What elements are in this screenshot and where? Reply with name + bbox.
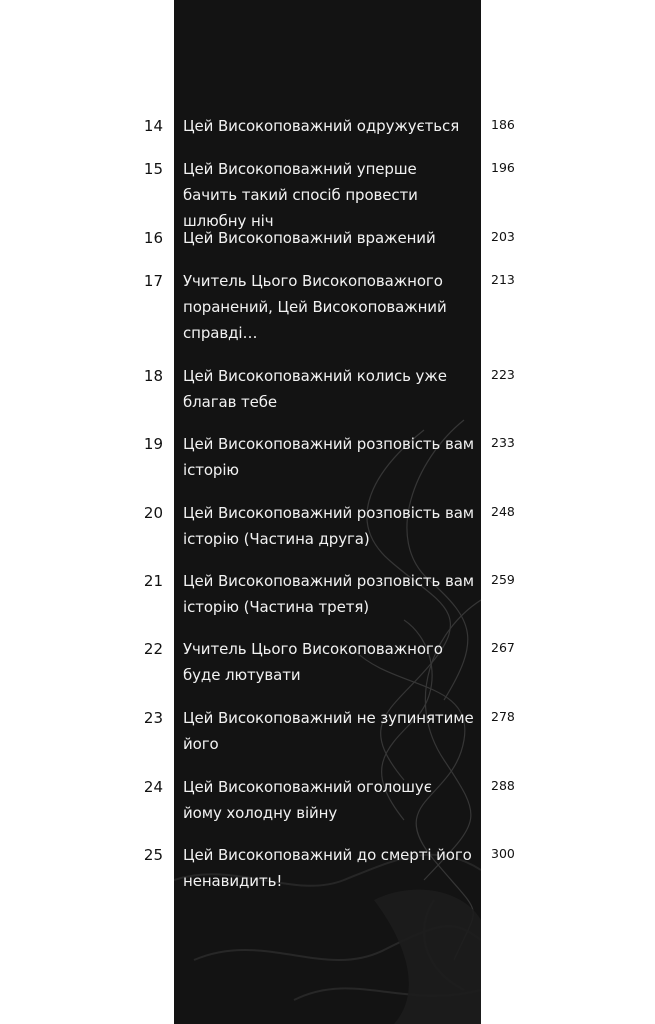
chapter-title[interactable]: Цей Високоповажний колись уже благав тебе [183, 367, 447, 411]
chapter-number: 25 [143, 846, 163, 864]
chapter-number: 20 [143, 504, 163, 522]
page-number: 186 [491, 117, 515, 132]
page-number: 267 [491, 640, 515, 655]
chapter-number: 17 [143, 272, 163, 290]
chapter-title[interactable]: Цей Високоповажний одружується [183, 117, 460, 135]
chapter-number: 21 [143, 572, 163, 590]
chapter-number: 14 [143, 117, 163, 135]
chapter-number: 19 [143, 435, 163, 453]
chapter-number: 22 [143, 640, 163, 658]
page-number: 223 [491, 367, 515, 382]
chapter-title[interactable]: Цей Високоповажний не зупинятиме його [183, 709, 474, 753]
chapter-title[interactable]: Учитель Цього Високоповажного поранений, Цей Високоповажний справді… [183, 272, 447, 342]
chapter-title[interactable]: Цей Високоповажний уперше бачить такий спосіб провести шлюбну ніч [183, 160, 418, 230]
chapter-number: 18 [143, 367, 163, 385]
chapter-title[interactable]: Цей Високоповажний розповість вам історію (Частина третя) [183, 572, 475, 616]
page-number: 213 [491, 272, 515, 287]
page-number: 288 [491, 778, 515, 793]
chapter-number: 15 [143, 160, 163, 178]
chapter-title[interactable]: Цей Високоповажний оголошує йому холодну війну [183, 778, 432, 822]
chapter-number: 23 [143, 709, 163, 727]
chapter-title[interactable]: Цей Високоповажний вражений [183, 229, 436, 247]
page-number: 248 [491, 504, 515, 519]
page-number: 203 [491, 229, 515, 244]
chapter-title[interactable]: Цей Високоповажний розповість вам історію [183, 435, 475, 479]
page-number: 233 [491, 435, 515, 450]
page-number: 278 [491, 709, 515, 724]
page-number: 300 [491, 846, 515, 861]
chapter-number: 16 [143, 229, 163, 247]
page-number: 259 [491, 572, 515, 587]
chapter-title[interactable]: Цей Високоповажний до смерті його ненавидить! [183, 846, 472, 890]
chapter-title[interactable]: Цей Високоповажний розповість вам історію (Частина друга) [183, 504, 475, 548]
chapter-number: 24 [143, 778, 163, 796]
page-number: 196 [491, 160, 515, 175]
chapter-title[interactable]: Учитель Цього Високоповажного буде лютувати [183, 640, 443, 684]
